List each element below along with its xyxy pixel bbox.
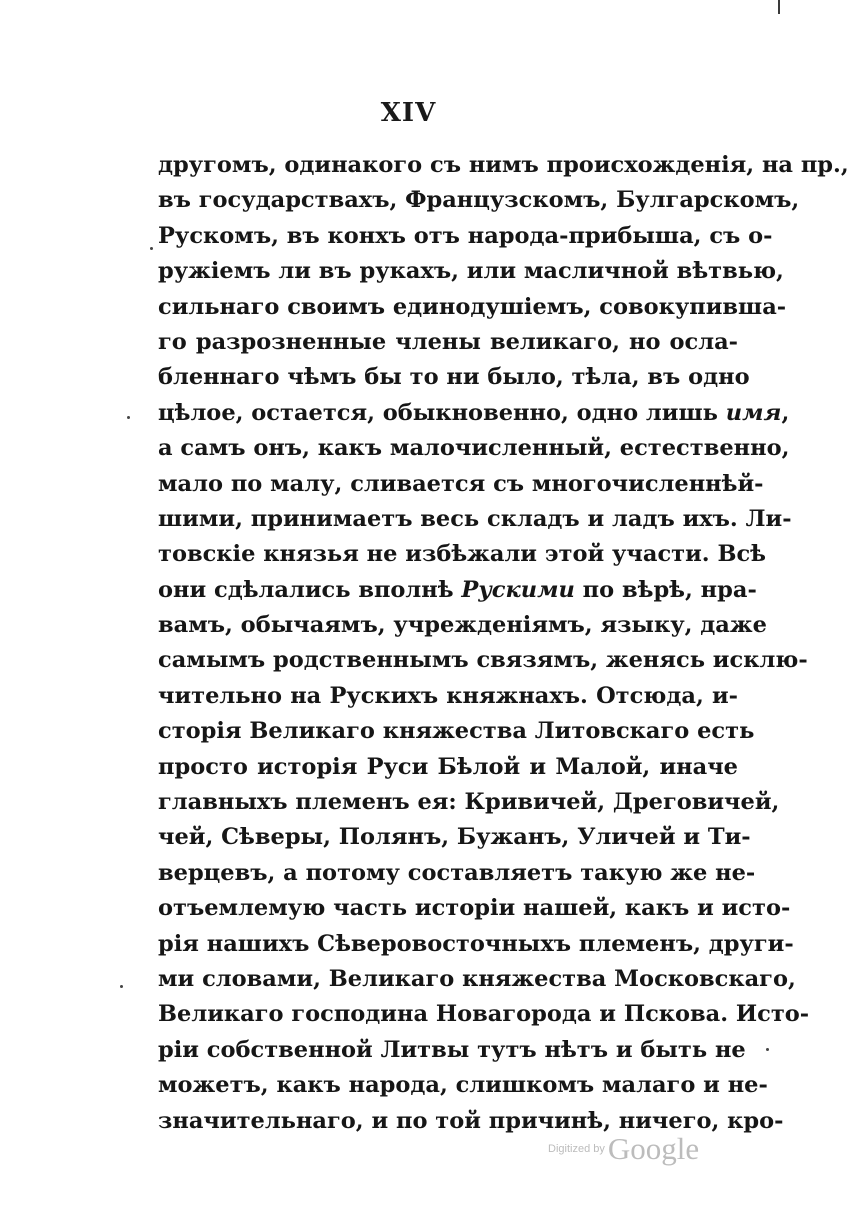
text-segment: цѣлое, остается, обыкновенно, одно лишь [158, 399, 726, 426]
scan-edge-mark [778, 0, 780, 14]
text-line: мало по малу, сливается съ многочисленнѣй- [158, 470, 764, 497]
text-line: верцевъ, а потому составляетъ такую же не- [158, 859, 756, 886]
body-text [158, 148, 849, 1139]
google-watermark [548, 1131, 728, 1171]
text-line: рія нашихъ Сѣверовосточныхъ племенъ, други- [158, 930, 794, 957]
text-line: шими, принимаетъ весь складъ и ладъ ихъ. Ли- [158, 505, 792, 532]
text-line: другомъ, одинакого съ нимъ происхожденія, на пр., [158, 152, 849, 178]
google-logo: Google [607, 1131, 700, 1166]
text-line: сильнаго своимъ единодушіемъ, совокупивша- [158, 293, 787, 320]
text-segment: они сдѣлались вполнѣ [158, 576, 462, 603]
text-line: а самъ онъ, какъ малочисленный, естественно, [158, 435, 790, 462]
text-line: главныхъ племенъ ея: Кривичей, Дреговичей, [158, 789, 780, 816]
text-line: ружіемъ ли въ рукахъ, или масличной вѣтвью, [158, 258, 784, 285]
text-segment: , [781, 399, 790, 426]
text-line: чительно на Рускихъ княжнахъ. Отсюда, и- [158, 682, 738, 709]
text-line: значительнаго, и по той причинѣ, ничего, кро- [158, 1107, 784, 1134]
watermark-prefix: Digitized by [548, 1143, 608, 1155]
scan-speck [120, 985, 123, 988]
text-line: просто исторія Руси Бѣлой и Малой, иначе [158, 753, 738, 780]
text-line-with-italic [158, 573, 757, 608]
scan-speck [127, 416, 130, 419]
text-line: Великаго господина Новагорода и Пскова. Исто- [158, 1001, 810, 1028]
text-line-with-italic [158, 396, 790, 431]
text-line: Рускомъ, въ конхъ отъ народа-прибыша, съ о- [158, 222, 773, 249]
text-line: чей, Сѣверы, Полянъ, Бужанъ, Уличей и Ти- [158, 824, 751, 851]
italic-word: имя [725, 399, 782, 426]
scan-speck [766, 1048, 769, 1051]
text-segment: по вѣрѣ, нра- [574, 576, 757, 603]
text-line: въ государствахъ, Французскомъ, Булгарскомъ, [158, 187, 800, 214]
text-line: бленнаго чѣмъ бы то ни было, тѣла, въ одно [158, 364, 750, 391]
text-line: ріи собственной Литвы тутъ нѣтъ и быть не [158, 1036, 746, 1063]
scan-speck [150, 247, 153, 250]
text-line: го разрозненные члены великаго, но осла- [158, 328, 738, 355]
text-line: товскіе князья не избѣжали этой участи. Всѣ [158, 541, 766, 568]
italic-word: Рускими [461, 576, 575, 603]
text-line: ми словами, Великаго княжества Московскаго, [158, 965, 796, 992]
text-line: самымъ родственнымъ связямъ, женясь исклю- [158, 647, 808, 674]
page-number: XIV [380, 98, 437, 128]
text-line: отъемлемую часть исторіи нашей, какъ и исто- [158, 895, 791, 922]
text-line: можетъ, какъ народа, слишкомъ малаго и не- [158, 1072, 768, 1099]
text-line: вамъ, обычаямъ, учрежденіямъ, языку, даже [158, 612, 767, 639]
text-line: сторія Великаго княжества Литовскаго есть [158, 718, 755, 745]
